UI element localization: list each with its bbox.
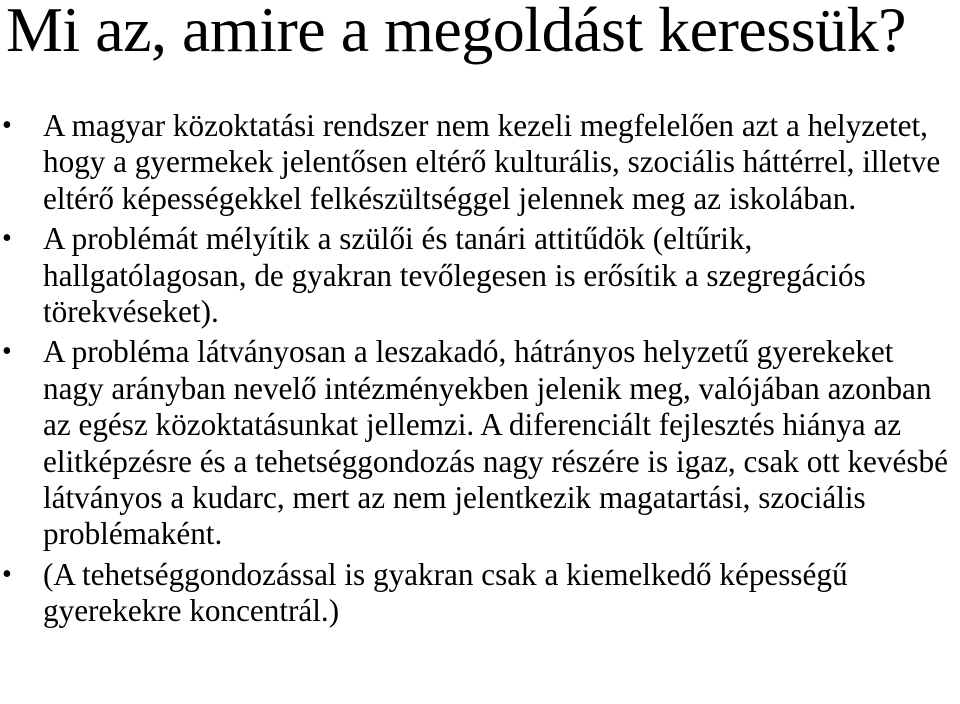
bullet-text: (A tehetséggondozással is gyakran csak a kiemelkedő képességű gyerekekre koncentrál.) [43,556,848,629]
bullet-dot-icon: • [2,110,12,141]
bullet-dot-icon: • [2,558,12,590]
bullet-text: A probléma látványosan a leszakadó, hátrányos helyzetű gyerekeket nagy arányban nevelő intézményekben jelenik meg, valójában azonban az egész közoktatásunkat jellemzi. A diferenciált fejlesztés hiánya az elitképzésre és a tehetséggondozás nagy részére is igaz, csak ott kevésbé látványos a kudarc, mert az nem jelentkezik magatartási, szociális problémaként. [43,334,948,552]
bullet-dot-icon: • [2,223,12,255]
bullet-item [0,108,960,217]
bullet-item [0,221,960,330]
bullet-item [0,334,960,552]
slide-title: Mi az, amire a megoldást keressük? [6,0,906,65]
bullet-text: A magyar közoktatási rendszer nem kezeli megfelelően azt a helyzetet, hogy a gyermekek jelentősen eltérő kulturális, szociális háttérrel, illetve eltérő képességekkel felkészültséggel jelennek meg az iskolában. [43,108,941,216]
bullet-list [0,108,960,630]
bullet-dot-icon: • [2,336,12,368]
bullet-item [0,557,960,630]
bullet-text: A problémát mélyítik a szülői és tanári attitűdök (eltűrik, hallgatólagosan, de gyakran tevőlegesen is erősítik a szegregációs törekvéseket). [43,221,866,330]
